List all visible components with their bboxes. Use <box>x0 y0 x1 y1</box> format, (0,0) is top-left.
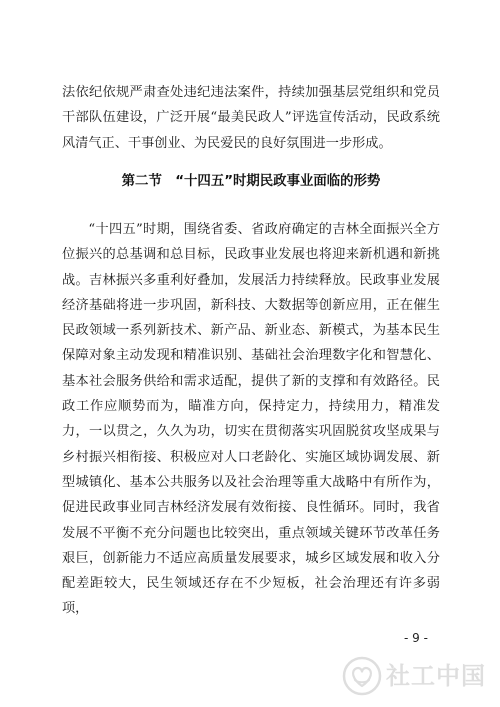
section-heading: 第二节 “十四五”时期民政事业面临的形势 <box>121 174 381 189</box>
body-paragraph-continued: 法依纪依规严肃查处违纪违法案件，持续加强基层党组织和党员干部队伍建设，广泛开展“最美民政人”评选宣传活动，民政系统风清气正、干事创业、为民爱民的良好氛围进一步形成。 <box>62 85 440 151</box>
watermark-text: 社工中国 <box>386 662 486 690</box>
body-paragraph-main: “十四五”时期，围绕省委、省政府确定的吉林全面振兴全方位振兴的总基调和总目标，民政事业发展也将迎来新机遇和新挑战。吉林振兴多重利好叠加，发展活力持续释放。民政事业发展经济基础将进一步巩固，新科技、大数据等创新应用，正在催生民政领域一系列新技术、新产品、新业态、新模式，为基本民生保障对象主动发现和精准识别、基础社会治理数字化和智慧化、基本社会服务供给和需求适配，提供了新的支撑和有效路径。民政工作应顺势而为，瞄准方向，保持定力，持续用力，精准发力，一以贯之，久久为功，切实在贯彻落实巩固脱贫攻坚成果与乡村振兴相衔接、积极应对人口老龄化、实施区域协调发展、新型城镇化、基本公共服务以及社会治理等重大战略中有所作为，促进民政事业同吉林经济发展有效衔接、良性循环。同时，我省发展不平衡不充分问题也比较突出，重点领域关键环节改革任务艰巨，创新能力不适应高质量发展要求，城乡区域发展和收入分配差距较大，民生领域还存在不少短板，社会治理还有许多弱项， <box>62 222 440 617</box>
watermark-logo <box>342 651 492 701</box>
page-number: - 9 - <box>404 631 428 645</box>
heart-hands-logo-icon <box>342 656 382 696</box>
